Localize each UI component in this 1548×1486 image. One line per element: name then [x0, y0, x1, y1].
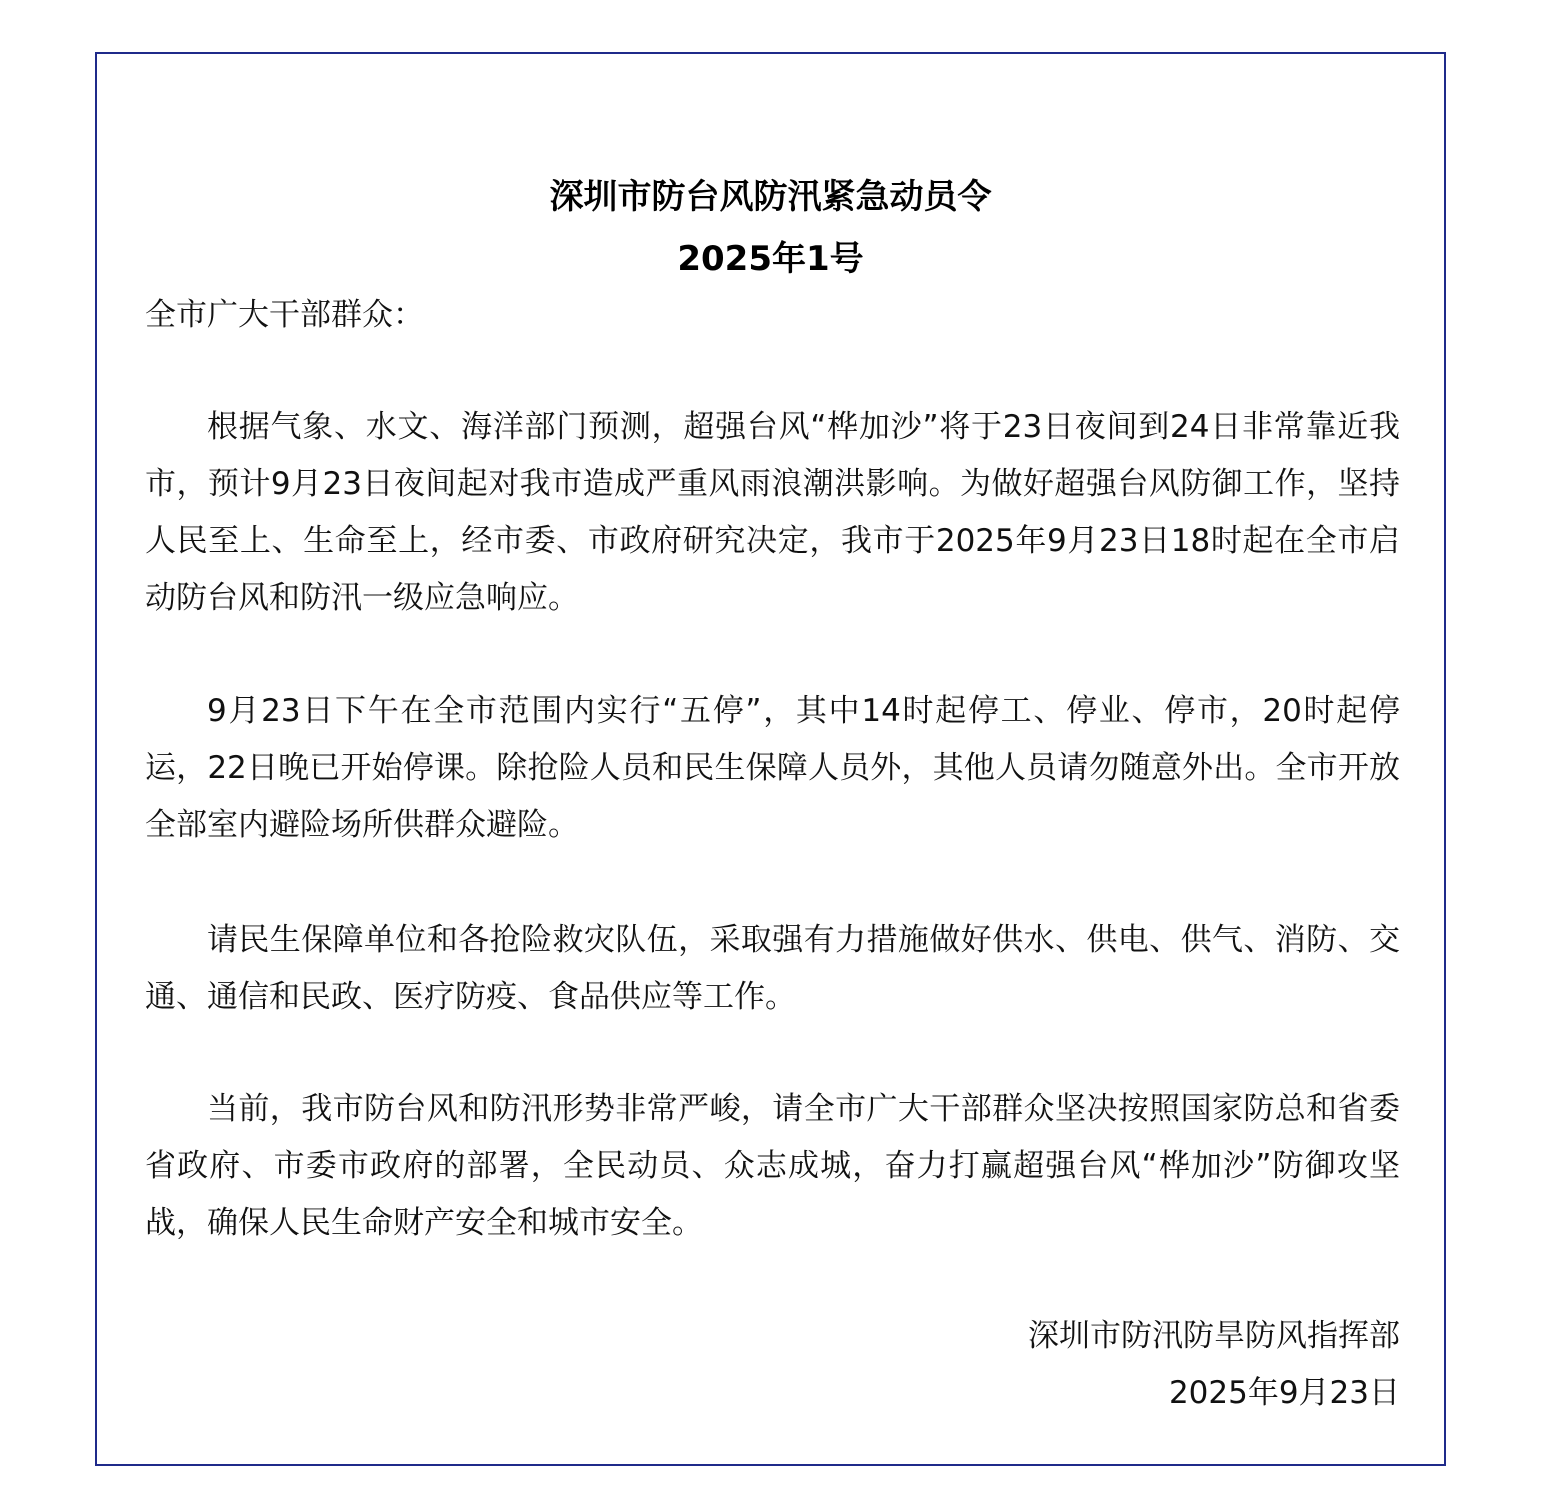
signature-organization: 深圳市防汛防旱防风指挥部 [1028, 1318, 1400, 1354]
document-title: 深圳市防台风防汛紧急动员令 [549, 177, 992, 217]
paragraph-forecast-response: 根据气象、水文、海洋部门预测，超强台风“桦加沙”将于23日夜间到24日非常靠近我市，预计9月23日夜间起对我市造成严重风雨浪潮洪影响。为做好超强台风防御工作，坚持人民至上、生命至上，经市委、市政府研究决定，我市于2025年9月23日18时起在全市启动防台风和防汛一级应急响应。 [145, 409, 1400, 616]
paragraph-service-units: 请民生保障单位和各抢险救灾队伍，采取强有力措施做好供水、供电、供气、消防、交通、通信和民政、医疗防疫、食品供应等工作。 [145, 922, 1400, 1015]
signature-date: 2025年9月23日 [1168, 1375, 1400, 1411]
signature-block [1028, 1308, 1400, 1422]
document-body [145, 290, 1400, 1241]
paragraph-mobilization: 当前，我市防台风和防汛形势非常严峻，请全市广大干部群众坚决按照国家防总和省委省政府、市委市政府的部署，全民动员、众志成城，奋力打赢超强台风“桦加沙”防御攻坚战，确保人民生命财产安全和城市安全。 [145, 1091, 1400, 1241]
paragraph-five-stops: 9月23日下午在全市范围内实行“五停”，其中14时起停工、停业、停市，20时起停运，22日晚已开始停课。除抢险人员和民生保障人员外，其他人员请勿随意外出。全市开放全部室内避险场所供群众避险。 [145, 693, 1400, 843]
title-block [97, 166, 1444, 290]
document-number: 2025年1号 [677, 239, 864, 279]
salutation: 全市广大干部群众： [145, 297, 424, 333]
